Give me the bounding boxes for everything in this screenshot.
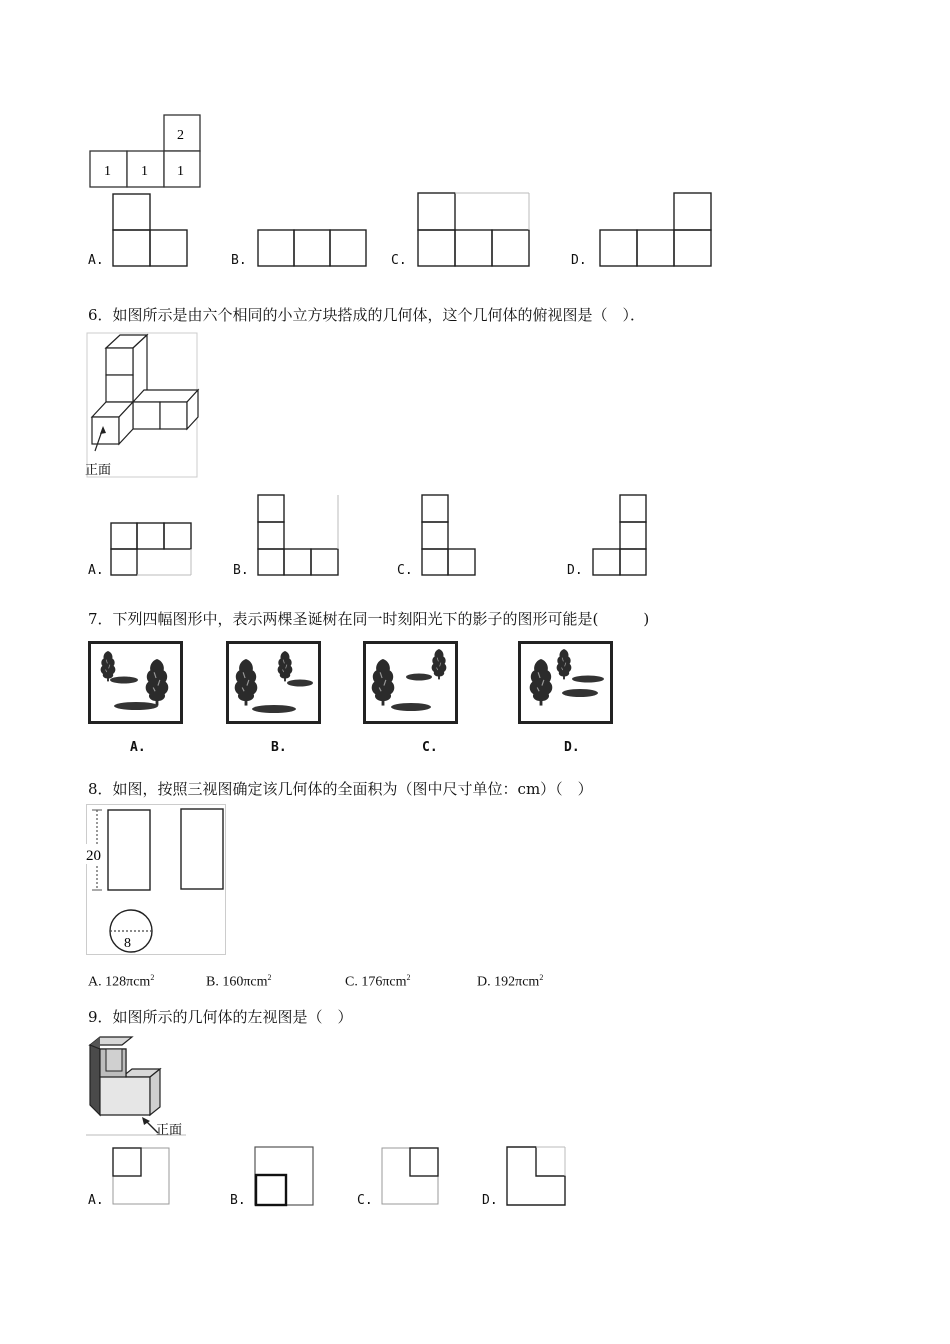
- q9-option-c-figure[interactable]: [381, 1147, 441, 1207]
- answer-letter: C.: [345, 974, 358, 990]
- front-label: 正面: [156, 1122, 183, 1137]
- grid-number: 1: [177, 164, 184, 179]
- answer-letter: A.: [88, 974, 102, 990]
- q5-option-a-label: A.: [88, 253, 104, 268]
- q7-option-c-figure[interactable]: [363, 641, 459, 725]
- q6-option-c-figure[interactable]: [421, 494, 479, 578]
- q6-option-b-figure[interactable]: [257, 494, 341, 578]
- answer-exp: 2: [406, 973, 411, 982]
- q9-text: 9．如图所示的几何体的左视图是（ ）: [88, 1008, 353, 1026]
- answer-exp: 2: [150, 973, 155, 982]
- q6-option-d-figure[interactable]: [592, 494, 650, 578]
- answer-value: 160π: [222, 974, 251, 990]
- q7-text: 7．下列四幅图形中，表示两棵圣诞树在同一时刻阳光下的影子的图形可能是( ): [88, 610, 650, 628]
- q5-option-d-figure[interactable]: [597, 192, 715, 268]
- q5-top-view-figure: [88, 113, 208, 193]
- q6-option-c-label: C.: [397, 563, 413, 578]
- answer-value: 128π: [105, 974, 134, 990]
- q9-option-a-figure[interactable]: [112, 1147, 172, 1207]
- answer-letter: D.: [477, 974, 491, 990]
- q8-three-views-figure: [86, 804, 228, 956]
- q9-option-d-figure[interactable]: [506, 1146, 568, 1208]
- q8-text: 8．如图，按照三视图确定该几何体的全面积为（图中尺寸单位：cm）（ ）: [88, 780, 593, 798]
- q6-cube-figure: [87, 333, 199, 483]
- answer-unit: cm: [250, 974, 268, 990]
- q8-answer-a[interactable]: [88, 973, 154, 991]
- q6-option-b-label: B.: [233, 563, 249, 578]
- answer-letter: B.: [206, 974, 219, 990]
- grid-number: 1: [104, 164, 111, 179]
- grid-number: 2: [177, 128, 184, 143]
- q9-option-c-label: C.: [357, 1193, 373, 1208]
- q5-option-c-figure[interactable]: [417, 192, 532, 268]
- q8-answer-c[interactable]: [345, 973, 411, 991]
- diameter-label: 8: [124, 936, 131, 951]
- front-label: 正面: [85, 462, 112, 477]
- q6-text: 6．如图所示是由六个相同的小立方块搭成的几何体，这个几何体的俯视图是（ ）．: [88, 306, 646, 324]
- answer-exp: 2: [539, 973, 544, 982]
- answer-value: 176π: [361, 974, 390, 990]
- q7-option-c-label: C.: [422, 740, 438, 755]
- q8-answer-d[interactable]: [477, 973, 543, 991]
- q6-option-a-figure[interactable]: [110, 522, 194, 578]
- q7-option-b-figure[interactable]: [226, 641, 322, 725]
- q9-option-b-label: B.: [230, 1193, 246, 1208]
- q7-option-a-label: A.: [130, 740, 146, 755]
- q5-option-d-label: D.: [571, 253, 587, 268]
- q9-option-b-figure[interactable]: [254, 1146, 316, 1208]
- q6-option-d-label: D.: [567, 563, 583, 578]
- q9-option-a-label: A.: [88, 1193, 104, 1208]
- q5-option-a-figure[interactable]: [112, 193, 192, 268]
- answer-unit: cm: [389, 974, 407, 990]
- q6-option-a-label: A.: [88, 563, 104, 578]
- answer-exp: 2: [267, 973, 272, 982]
- q9-solid-figure: [86, 1035, 190, 1139]
- q9-option-d-label: D.: [482, 1193, 498, 1208]
- q7-option-d-label: D.: [564, 740, 580, 755]
- q5-option-c-label: C.: [391, 253, 407, 268]
- answer-value: 192π: [494, 974, 523, 990]
- grid-number: 1: [141, 164, 148, 179]
- height-label: 20: [86, 848, 101, 864]
- q8-answer-b[interactable]: [206, 973, 272, 991]
- q5-option-b-figure[interactable]: [257, 229, 369, 269]
- q7-option-d-figure[interactable]: [518, 641, 614, 725]
- q7-option-a-figure[interactable]: [88, 641, 184, 725]
- answer-unit: cm: [133, 974, 151, 990]
- q5-option-b-label: B.: [231, 253, 247, 268]
- answer-unit: cm: [522, 974, 540, 990]
- q7-option-b-label: B.: [271, 740, 287, 755]
